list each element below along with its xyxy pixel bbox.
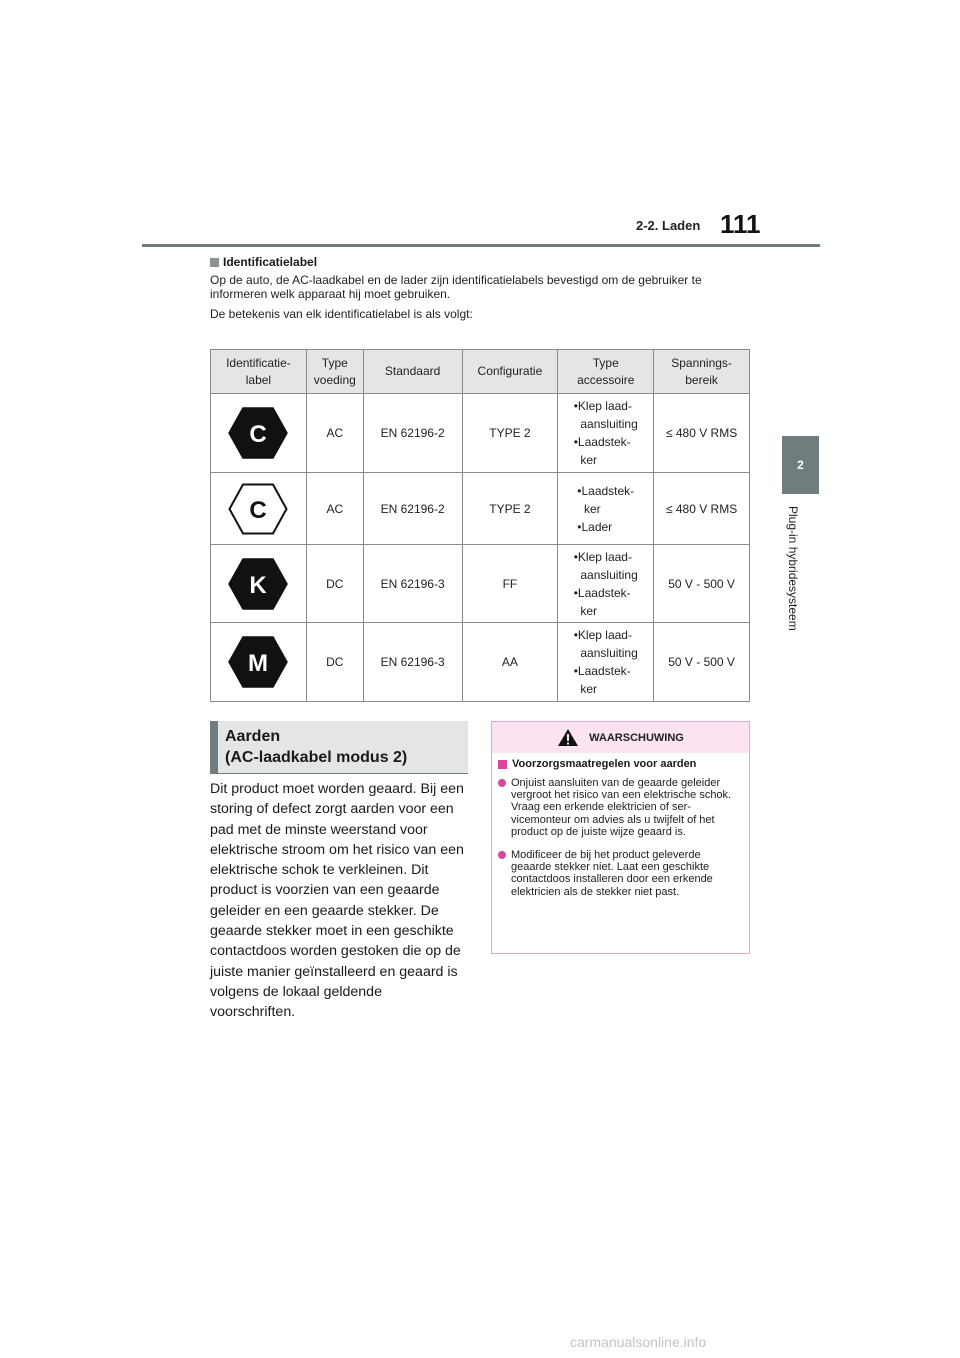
accessory-item: •Klep laad- aansluiting xyxy=(573,628,638,660)
hexagon-label-icon xyxy=(228,407,288,459)
configuration-cell: TYPE 2 xyxy=(462,473,558,545)
accessory-item: •Laadstek- ker xyxy=(573,664,631,696)
square-bullet-icon xyxy=(498,760,507,769)
identification-table xyxy=(210,349,750,702)
supply-cell: DC xyxy=(306,545,363,623)
svg-text:C: C xyxy=(249,496,268,524)
supply-cell: DC xyxy=(306,623,363,702)
table-header-cell: Standaard xyxy=(363,350,462,394)
section-accent-bar xyxy=(210,721,218,773)
section-rule xyxy=(210,773,468,774)
label-cell xyxy=(211,394,307,473)
round-bullet-icon xyxy=(498,779,506,787)
table-header-cell: Type voeding xyxy=(306,350,363,394)
voltage-cell: ≤ 480 V RMS xyxy=(654,473,750,545)
warning-header xyxy=(492,722,749,753)
round-bullet-icon xyxy=(498,851,506,859)
header-section: 2-2. Laden xyxy=(636,218,701,233)
accessory-cell xyxy=(558,545,654,623)
intro-heading xyxy=(210,255,317,269)
warning-box xyxy=(491,721,750,954)
svg-text:M: M xyxy=(248,650,269,677)
supply-cell: AC xyxy=(306,473,363,545)
accessory-cell xyxy=(558,623,654,702)
standard-cell: EN 62196-2 xyxy=(363,394,462,473)
voltage-cell: ≤ 480 V RMS xyxy=(654,394,750,473)
warning-item: Onjuist aansluiten van de geaarde geleider vergroot het risico van een elektrische schok. Vraag een erkende elektricien of ser-vicemonteur om advies als u twijfelt of het product op de juiste wijze geaard is. xyxy=(498,777,741,838)
table-row xyxy=(211,473,750,545)
section-heading xyxy=(210,721,468,773)
table-header-row xyxy=(211,350,750,394)
hexagon-label-icon xyxy=(228,636,288,688)
label-cell xyxy=(211,473,307,545)
label-cell xyxy=(211,623,307,702)
table-header-cell: Spannings- bereik xyxy=(654,350,750,394)
accessory-cell xyxy=(558,473,654,545)
chapter-number: 2 xyxy=(797,458,804,472)
chapter-tab[interactable] xyxy=(782,436,819,494)
standard-cell: EN 62196-3 xyxy=(363,545,462,623)
warning-subheading: Voorzorgsmaatregelen voor aarden xyxy=(498,758,741,770)
intro-paragraph: Op de auto, de AC-laadkabel en de lader zijn identificatielabels bevestigd om de gebruiker te informeren welk apparaat hij moet gebruiken. xyxy=(210,273,702,301)
svg-text:C: C xyxy=(249,421,268,448)
configuration-cell: FF xyxy=(462,545,558,623)
table-header-cell: Type accessoire xyxy=(558,350,654,394)
voltage-cell: 50 V - 500 V xyxy=(654,623,750,702)
accessory-item: •Lader xyxy=(577,519,613,534)
accessory-cell xyxy=(558,394,654,473)
label-cell xyxy=(211,545,307,623)
configuration-cell: TYPE 2 xyxy=(462,394,558,473)
table-header-cell: Configuratie xyxy=(462,350,558,394)
standard-cell: EN 62196-3 xyxy=(363,623,462,702)
table-row xyxy=(211,545,750,623)
hexagon-label-icon xyxy=(228,558,288,610)
warning-body xyxy=(492,753,749,898)
accessory-item: •Klep laad- aansluiting xyxy=(573,399,638,431)
table-header-cell: Identificatie- label xyxy=(211,350,307,394)
accessory-item: •Klep laad- aansluiting xyxy=(573,549,638,582)
standard-cell: EN 62196-2 xyxy=(363,473,462,545)
accessory-item: •Laadstek- ker xyxy=(577,483,635,516)
warning-item: Modificeer de bij het product geleverde geaarde stekker niet. Laat een geschikte contactdoos installeren door een erkende elektricien als de stekker niet past. xyxy=(498,849,741,898)
svg-text:K: K xyxy=(249,571,268,599)
watermark: carmanualsonline.info xyxy=(570,1334,707,1350)
hexagon-label-icon xyxy=(228,483,288,535)
supply-cell: AC xyxy=(306,394,363,473)
intro-heading-text: Identificatielabel xyxy=(223,255,318,269)
voltage-cell: 50 V - 500 V xyxy=(654,545,750,623)
table-row xyxy=(211,394,750,473)
page-number: 111 xyxy=(720,209,761,239)
chapter-title: Plug-in hybridesysteem xyxy=(786,506,800,631)
square-bullet-icon xyxy=(210,258,219,267)
warning-title: WAARSCHUWING xyxy=(589,731,684,744)
header-rule xyxy=(142,244,820,247)
intro-paragraph-2: De betekenis van elk identificatielabel is als volgt: xyxy=(210,307,473,321)
warning-triangle-icon xyxy=(557,728,579,747)
section-title: Aarden (AC-laadkabel modus 2) xyxy=(225,728,408,766)
configuration-cell: AA xyxy=(462,623,558,702)
table-row xyxy=(211,623,750,702)
accessory-item: •Laadstek- ker xyxy=(573,585,631,618)
accessory-item: •Laadstek- ker xyxy=(573,435,631,467)
section-body: Dit product moet worden geaard. Bij een storing of defect zorgt aarden voor een pad met de minste weerstand voor elektrische stroom om het risico van een elektrische schok te verkleinen. Dit product is voorzien van een geaarde geleider en een geaarde stekker. De geaarde stekker moet in een geschikte contactdoos worden gestoken die op de juiste manier geïnstalleerd en geaard is volgens de lokaal geldende voorschriften. xyxy=(210,781,464,1021)
